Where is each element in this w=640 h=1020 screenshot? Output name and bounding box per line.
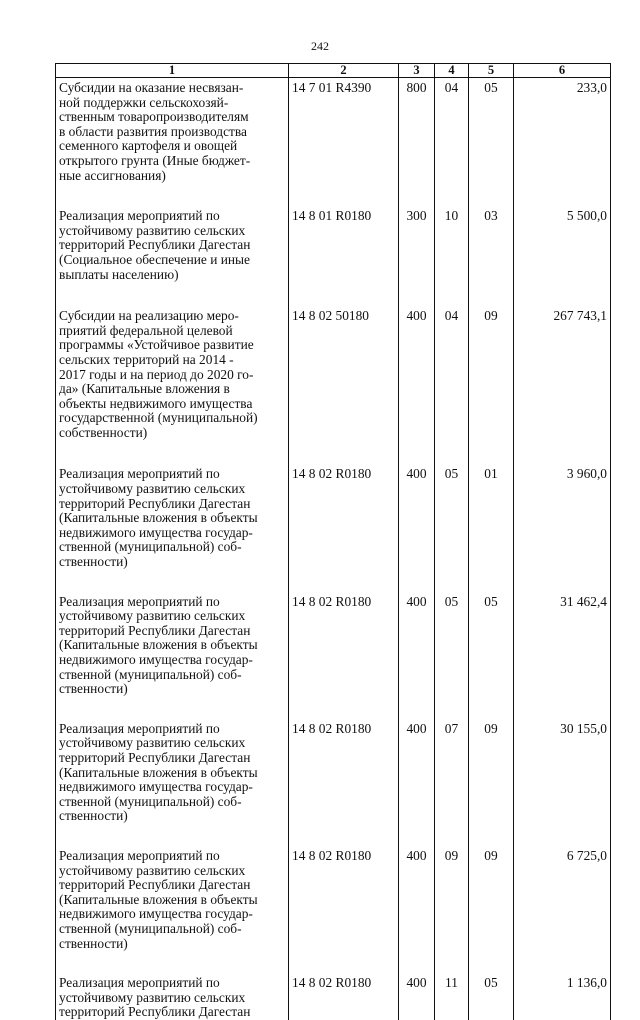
spacer-cell: [469, 824, 514, 846]
row-code: 14 8 02 R0180: [289, 719, 399, 824]
spacer-cell: [289, 183, 399, 206]
row-amount: 30 155,0: [514, 719, 611, 824]
spacer-cell: [514, 697, 611, 719]
row-description: [56, 846, 289, 951]
description-line: (Капитальные вложения в объекты: [59, 637, 258, 653]
description-line: ной поддержки сельскохозяй-: [59, 94, 229, 110]
spacer-cell: [514, 824, 611, 846]
row-col-5: 03: [469, 206, 514, 282]
table-row: [56, 719, 611, 824]
description-line: сельских территорий на 2014 -: [59, 351, 234, 367]
row-description: [56, 206, 289, 282]
description-line: программы «Устойчивое развитие: [59, 337, 254, 353]
description-line: ственной (муниципальной) соб-: [59, 539, 242, 555]
spacer-cell: [56, 951, 289, 973]
table-row: [56, 206, 611, 282]
row-col-5: 09: [469, 719, 514, 824]
description-line: Субсидии на реализацию меро-: [59, 308, 239, 324]
row-spacer: [56, 697, 611, 719]
row-col-3: 300: [399, 206, 435, 282]
row-spacer: [56, 183, 611, 206]
row-code: 14 8 02 R0180: [289, 464, 399, 569]
table-body: [56, 78, 611, 1020]
spacer-cell: [56, 824, 289, 846]
row-col-3: 800: [399, 78, 435, 184]
row-col-4: 05: [435, 464, 469, 569]
spacer-cell: [469, 570, 514, 592]
row-col-5: 09: [469, 306, 514, 440]
row-col-5: 05: [469, 592, 514, 697]
row-col-3: 400: [399, 306, 435, 440]
row-amount: 233,0: [514, 78, 611, 184]
row-spacer: [56, 440, 611, 464]
row-description: [56, 464, 289, 569]
header-row: [56, 64, 611, 78]
description-line: Субсидии на оказание несвязан-: [59, 80, 244, 95]
row-amount: 3 960,0: [514, 464, 611, 569]
description-line: Реализация мероприятий по: [59, 720, 220, 736]
description-line: (Капитальные вложения в объекты: [59, 764, 258, 780]
header-col-6: 6: [514, 64, 611, 78]
spacer-cell: [399, 440, 435, 464]
row-code: 14 8 02 R0180: [289, 592, 399, 697]
row-description: [56, 592, 289, 697]
spacer-cell: [469, 282, 514, 306]
row-amount: 1 136,0: [514, 973, 611, 1020]
row-description: [56, 78, 289, 184]
table-row: [56, 306, 611, 440]
row-col-5: 09: [469, 846, 514, 951]
spacer-cell: [435, 824, 469, 846]
row-code: 14 8 02 R0180: [289, 973, 399, 1020]
row-col-3: 400: [399, 719, 435, 824]
spacer-cell: [289, 440, 399, 464]
spacer-cell: [399, 282, 435, 306]
description-line: (Капитальные вложения в объекты: [59, 891, 258, 907]
description-line: 2017 годы и на период до 2020 го-: [59, 366, 254, 382]
description-line: семенного картофеля и овощей: [59, 138, 238, 154]
description-line: Реализация мероприятий по: [59, 847, 220, 863]
spacer-cell: [399, 570, 435, 592]
row-col-3: 400: [399, 464, 435, 569]
budget-table: [55, 63, 611, 1020]
row-col-4: 07: [435, 719, 469, 824]
description-line: территорий Республики Дагестан: [59, 1004, 251, 1020]
row-col-5: 01: [469, 464, 514, 569]
description-line: Реализация мероприятий по: [59, 975, 220, 991]
spacer-cell: [435, 697, 469, 719]
row-code: 14 8 02 50180: [289, 306, 399, 440]
description-line: ственной (муниципальной) соб-: [59, 793, 242, 809]
spacer-cell: [469, 697, 514, 719]
spacer-cell: [435, 282, 469, 306]
description-line: открытого грунта (Иные бюджет-: [59, 152, 251, 168]
row-amount: 31 462,4: [514, 592, 611, 697]
description-line: Реализация мероприятий по: [59, 466, 220, 482]
spacer-cell: [399, 183, 435, 206]
spacer-cell: [56, 440, 289, 464]
description-line: Реализация мероприятий по: [59, 593, 220, 609]
description-line: (Капитальные вложения в объекты: [59, 510, 258, 526]
row-col-4: 10: [435, 206, 469, 282]
description-line: да» (Капитальные вложения в: [59, 381, 230, 397]
description-line: устойчивому развитию сельских: [59, 735, 246, 751]
description-line: ственным товаропроизводителям: [59, 109, 249, 125]
description-line: ственности): [59, 554, 128, 570]
description-line: Реализация мероприятий по: [59, 208, 220, 224]
description-line: ственной (муниципальной) соб-: [59, 920, 242, 936]
row-col-4: 09: [435, 846, 469, 951]
spacer-cell: [435, 570, 469, 592]
description-line: территорий Республики Дагестан: [59, 237, 251, 253]
description-line: (Социальное обеспечение и иные: [59, 251, 250, 267]
table-row: [56, 973, 611, 1020]
header-col-4: 4: [435, 64, 469, 78]
row-amount: 6 725,0: [514, 846, 611, 951]
header-col-2: 2: [289, 64, 399, 78]
table-row: [56, 592, 611, 697]
description-line: государственной (муниципальной): [59, 410, 258, 426]
spacer-cell: [289, 824, 399, 846]
table-row: [56, 846, 611, 951]
description-line: территорий Республики Дагестан: [59, 622, 251, 638]
header-col-5: 5: [469, 64, 514, 78]
spacer-cell: [514, 951, 611, 973]
description-line: ственности): [59, 681, 128, 697]
description-line: выплаты населению): [59, 266, 179, 282]
spacer-cell: [56, 282, 289, 306]
row-spacer: [56, 570, 611, 592]
description-line: территорий Республики Дагестан: [59, 749, 251, 765]
row-amount: 267 743,1: [514, 306, 611, 440]
spacer-cell: [469, 183, 514, 206]
spacer-cell: [399, 824, 435, 846]
description-line: устойчивому развитию сельских: [59, 989, 246, 1005]
header-col-1: 1: [56, 64, 289, 78]
description-line: недвижимого имущества государ-: [59, 652, 253, 667]
description-line: территорий Республики Дагестан: [59, 877, 251, 893]
page-number: 242: [311, 39, 329, 53]
row-description: [56, 719, 289, 824]
row-description: [56, 306, 289, 440]
spacer-cell: [56, 697, 289, 719]
row-code: 14 7 01 R4390: [289, 78, 399, 184]
table-row: [56, 464, 611, 569]
spacer-cell: [56, 570, 289, 592]
description-line: ные ассигнования): [59, 167, 166, 183]
row-col-4: 04: [435, 78, 469, 184]
description-line: ственности): [59, 935, 128, 951]
spacer-cell: [56, 183, 289, 206]
description-line: устойчивому развитию сельских: [59, 608, 246, 624]
description-line: приятий федеральной целевой: [59, 322, 233, 338]
table-row: [56, 78, 611, 184]
spacer-cell: [514, 282, 611, 306]
description-line: ственной (муниципальной) соб-: [59, 666, 242, 682]
row-code: 14 8 02 R0180: [289, 846, 399, 951]
row-code: 14 8 01 R0180: [289, 206, 399, 282]
spacer-cell: [399, 951, 435, 973]
spacer-cell: [289, 697, 399, 719]
row-spacer: [56, 282, 611, 306]
row-col-5: 05: [469, 973, 514, 1020]
spacer-cell: [289, 570, 399, 592]
row-col-3: 400: [399, 973, 435, 1020]
spacer-cell: [289, 282, 399, 306]
description-line: устойчивому развитию сельских: [59, 481, 246, 497]
spacer-cell: [289, 951, 399, 973]
spacer-cell: [514, 440, 611, 464]
spacer-cell: [469, 440, 514, 464]
row-col-4: 05: [435, 592, 469, 697]
description-line: устойчивому развитию сельских: [59, 862, 246, 878]
row-col-3: 400: [399, 592, 435, 697]
description-line: устойчивому развитию сельских: [59, 222, 246, 238]
row-amount: 5 500,0: [514, 206, 611, 282]
spacer-cell: [469, 951, 514, 973]
description-line: в области развития производства: [59, 123, 247, 139]
spacer-cell: [435, 183, 469, 206]
row-col-3: 400: [399, 846, 435, 951]
spacer-cell: [399, 697, 435, 719]
description-line: недвижимого имущества государ-: [59, 779, 253, 795]
header-col-3: 3: [399, 64, 435, 78]
description-line: объекты недвижимого имущества: [59, 395, 253, 411]
row-spacer: [56, 824, 611, 846]
spacer-cell: [435, 951, 469, 973]
description-line: собственности): [59, 424, 148, 440]
description-line: ственности): [59, 808, 128, 824]
spacer-cell: [514, 183, 611, 206]
spacer-cell: [514, 570, 611, 592]
row-col-4: 11: [435, 973, 469, 1020]
description-line: недвижимого имущества государ-: [59, 906, 253, 922]
description-line: территорий Республики Дагестан: [59, 495, 251, 511]
row-description: [56, 973, 289, 1020]
row-col-4: 04: [435, 306, 469, 440]
row-spacer: [56, 951, 611, 973]
description-line: недвижимого имущества государ-: [59, 524, 253, 540]
spacer-cell: [435, 440, 469, 464]
row-col-5: 05: [469, 78, 514, 184]
